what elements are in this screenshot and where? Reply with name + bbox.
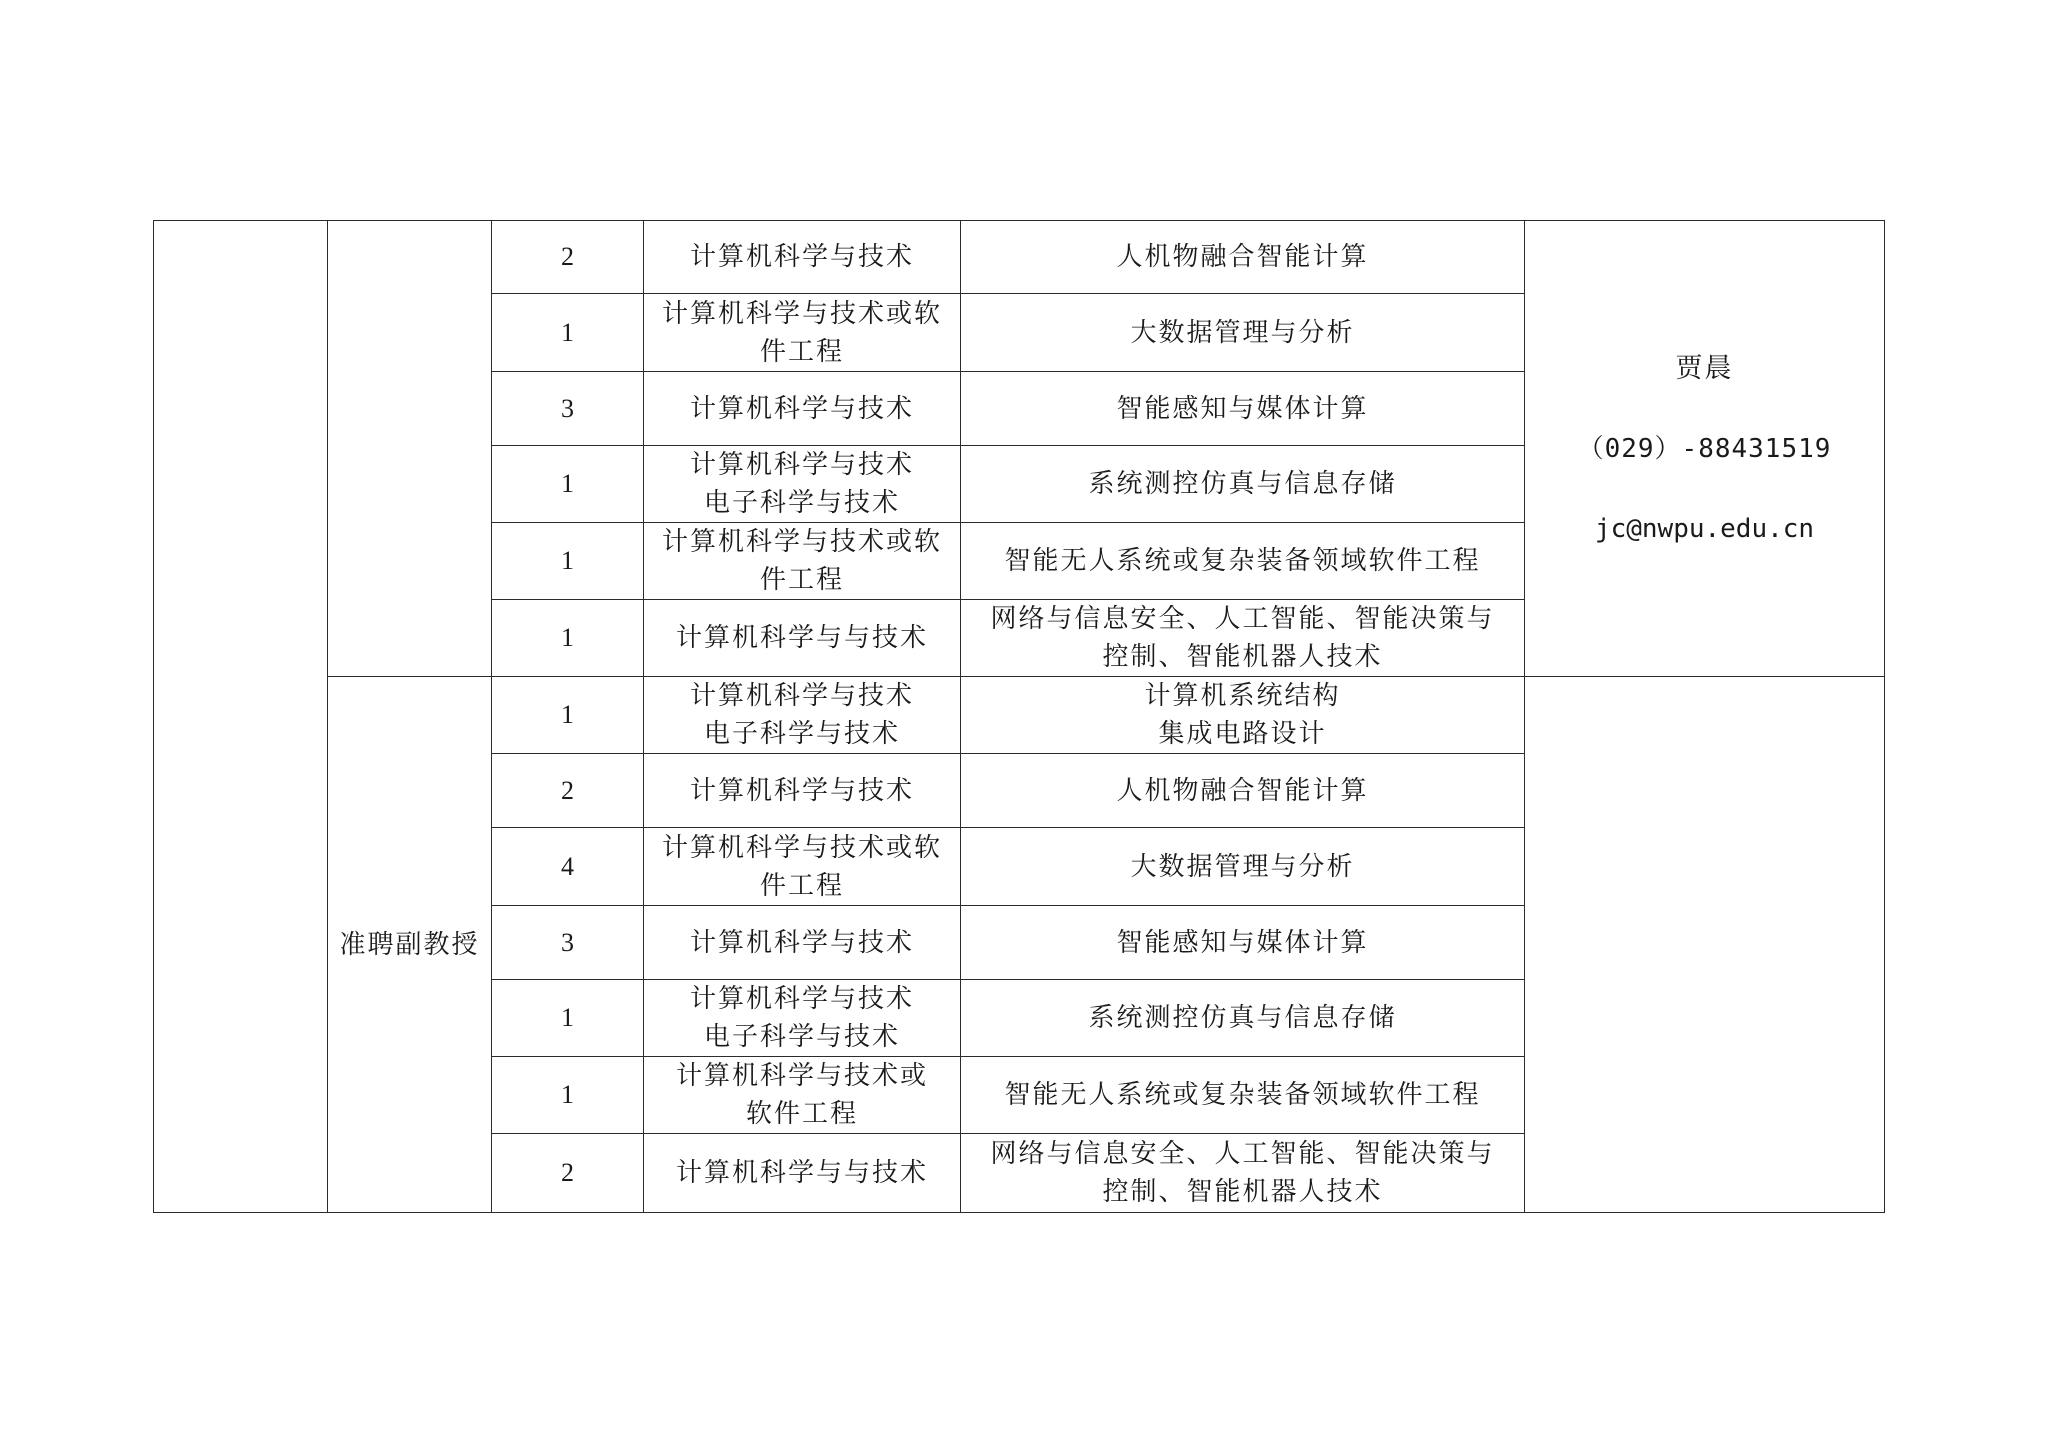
- discipline-cell: 计算机科学与技术: [644, 906, 961, 980]
- discipline-cell: 计算机科学与技术: [644, 754, 961, 828]
- contact-email: jc@nwpu.edu.cn: [1594, 513, 1815, 544]
- research-direction-cell: 系统测控仿真与信息存储: [961, 980, 1525, 1057]
- research-direction-cell: 计算机系统结构 集成电路设计: [961, 677, 1525, 754]
- count-cell: 1: [492, 980, 644, 1057]
- contact-name: 贾晨: [1675, 352, 1734, 384]
- count-cell: 1: [492, 446, 644, 523]
- contact-cell: [1525, 221, 1885, 677]
- position-cell-empty: [328, 221, 492, 677]
- discipline-cell: 计算机科学与技术 电子科学与技术: [644, 980, 961, 1057]
- count-cell: 2: [492, 221, 644, 294]
- research-direction-cell: 大数据管理与分析: [961, 294, 1525, 372]
- table-row: [154, 677, 1885, 754]
- college-cell-empty: [154, 221, 328, 1213]
- discipline-cell: 计算机科学与与技术: [644, 600, 961, 677]
- count-cell: 1: [492, 523, 644, 600]
- research-direction-cell: 智能感知与媒体计算: [961, 906, 1525, 980]
- count-cell: 3: [492, 906, 644, 980]
- count-cell: 1: [492, 1057, 644, 1134]
- table-row: [154, 221, 1885, 294]
- discipline-cell: 计算机科学与技术 电子科学与技术: [644, 446, 961, 523]
- discipline-cell: 计算机科学与技术或软 件工程: [644, 828, 961, 906]
- research-direction-cell: 大数据管理与分析: [961, 828, 1525, 906]
- count-cell: 1: [492, 677, 644, 754]
- position-cell: 准聘副教授: [328, 677, 492, 1213]
- contact-cell-empty: [1525, 677, 1885, 1213]
- count-cell: 4: [492, 828, 644, 906]
- research-direction-cell: 网络与信息安全、人工智能、智能决策与 控制、智能机器人技术: [961, 1134, 1525, 1213]
- discipline-cell: 计算机科学与技术或 软件工程: [644, 1057, 961, 1134]
- discipline-cell: 计算机科学与技术 电子科学与技术: [644, 677, 961, 754]
- recruitment-table: [153, 220, 1885, 1213]
- research-direction-cell: 系统测控仿真与信息存储: [961, 446, 1525, 523]
- discipline-cell: 计算机科学与技术或软 件工程: [644, 523, 961, 600]
- research-direction-cell: 网络与信息安全、人工智能、智能决策与 控制、智能机器人技术: [961, 600, 1525, 677]
- research-direction-cell: 智能无人系统或复杂装备领域软件工程: [961, 523, 1525, 600]
- contact-phone: （029）-88431519: [1577, 433, 1832, 464]
- count-cell: 3: [492, 372, 644, 446]
- research-direction-cell: 人机物融合智能计算: [961, 221, 1525, 294]
- count-cell: 2: [492, 754, 644, 828]
- discipline-cell: 计算机科学与技术或软 件工程: [644, 294, 961, 372]
- count-cell: 1: [492, 600, 644, 677]
- discipline-cell: 计算机科学与技术: [644, 372, 961, 446]
- discipline-cell: 计算机科学与技术: [644, 221, 961, 294]
- research-direction-cell: 智能无人系统或复杂装备领域软件工程: [961, 1057, 1525, 1134]
- count-cell: 1: [492, 294, 644, 372]
- research-direction-cell: 人机物融合智能计算: [961, 754, 1525, 828]
- research-direction-cell: 智能感知与媒体计算: [961, 372, 1525, 446]
- count-cell: 2: [492, 1134, 644, 1213]
- discipline-cell: 计算机科学与与技术: [644, 1134, 961, 1213]
